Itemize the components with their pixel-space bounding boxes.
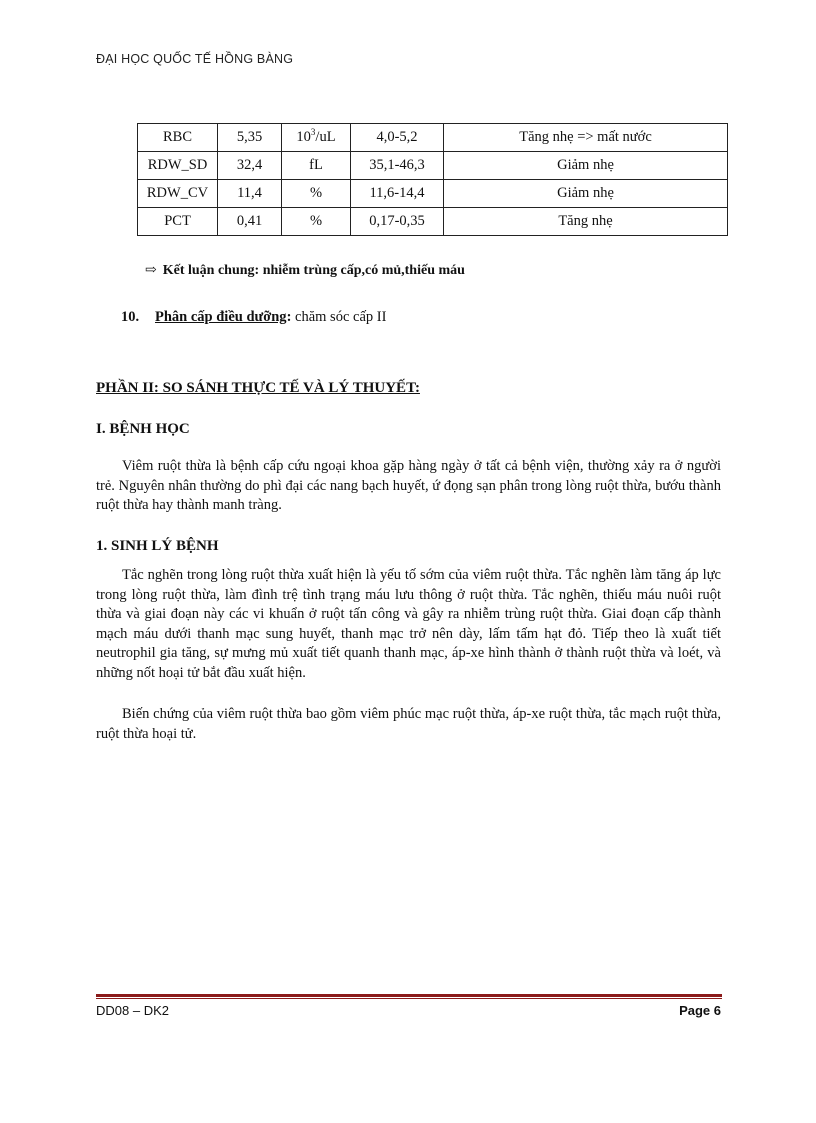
value-cell: 0,41	[218, 208, 282, 236]
general-conclusion	[145, 262, 465, 279]
range-cell: 11,6-14,4	[351, 180, 444, 208]
assessment-cell: Giảm nhẹ	[444, 180, 728, 208]
table-row	[138, 152, 728, 180]
page-number: Page 6	[679, 1003, 721, 1018]
item-number: 10.	[121, 309, 140, 325]
unit-cell: %	[282, 180, 351, 208]
unit-base: 10	[296, 129, 311, 145]
value-cell: 5,35	[218, 124, 282, 152]
footer-class-code: DD08 – DK2	[96, 1003, 169, 1018]
test-name-cell: RBC	[138, 124, 218, 152]
conclusion-text: Kết luận chung: nhiễm trùng cấp,có mủ,thiếu máu	[162, 263, 465, 278]
nursing-classification	[121, 309, 386, 326]
range-cell: 0,17-0,35	[351, 208, 444, 236]
table-row	[138, 124, 728, 152]
table-row	[138, 208, 728, 236]
footer-divider-thin	[96, 998, 722, 999]
arrow-right-icon: ⇨	[145, 263, 157, 278]
section-title: I. BỆNH HỌC	[96, 421, 190, 437]
classification-value: chăm sóc cấp II	[295, 309, 387, 325]
page-header: ĐẠI HỌC QUỐC TẾ HỒNG BÀNG	[96, 52, 294, 66]
unit-cell: fL	[282, 152, 351, 180]
subsection-paragraph: Tắc nghẽn trong lòng ruột thừa xuất hiện là yếu tố sớm của viêm ruột thừa. Tắc nghẽn làm tăng áp lực trong lòng ruột thừa, làm đình trệ tình trạng máu lưu thông ở ruột thừa. Tắc nghẽn, thiếu máu nuôi ruột thừa và giai đoạn này các vi khuẩn ở ruột tấn công và gây ra nhiễm trùng ruột thừa. Giai đoạn cấp thành mạch máu dưới thanh mạc sung huyết, thanh mạc trở nên dày, lấm tấm hạt đỏ. Tiếp theo là xuất tiết neutrophil gia tăng, sự mưng mủ xuất tiết quanh thanh mạc, áp-xe hình thành ở thành ruột thừa và loét, và những nốt hoại tử bắt đầu xuất hiện.	[96, 567, 721, 681]
range-cell: 35,1-46,3	[351, 152, 444, 180]
subsection-title: 1. SINH LÝ BỆNH	[96, 538, 219, 554]
unit-tail: /uL	[315, 129, 336, 145]
part-title: PHẦN II: SO SÁNH THỰC TẾ VÀ LÝ THUYẾT:	[96, 380, 420, 396]
table-row	[138, 180, 728, 208]
value-cell: 32,4	[218, 152, 282, 180]
footer-divider	[96, 994, 722, 997]
unit-cell	[282, 124, 351, 152]
test-name-cell: RDW_CV	[138, 180, 218, 208]
classification-colon: :	[286, 309, 292, 325]
lab-results-table	[137, 123, 728, 236]
assessment-cell: Tăng nhẹ	[444, 208, 728, 236]
subsection-paragraph: Biến chứng của viêm ruột thừa bao gồm viêm phúc mạc ruột thừa, áp-xe ruột thừa, tắc mạch ruột thừa, ruột thừa hoại tử.	[96, 706, 721, 742]
classification-label: Phân cấp điều dưỡng	[155, 309, 287, 325]
section-paragraph: Viêm ruột thừa là bệnh cấp cứu ngoại khoa gặp hàng ngày ở tất cả bệnh viện, thường xảy ra ở người trẻ. Nguyên nhân thường do phì đại các nang bạch huyết, ứ đọng sạn phân trong lòng ruột thừa, bướu thành ruột thừa hay thành manh tràng.	[96, 458, 721, 513]
value-cell: 11,4	[218, 180, 282, 208]
assessment-cell: Giảm nhẹ	[444, 152, 728, 180]
test-name-cell: RDW_SD	[138, 152, 218, 180]
assessment-cell: Tăng nhẹ => mất nước	[444, 124, 728, 152]
unit-cell: %	[282, 208, 351, 236]
range-cell: 4,0-5,2	[351, 124, 444, 152]
test-name-cell: PCT	[138, 208, 218, 236]
unit-superscript: 3	[310, 127, 316, 138]
